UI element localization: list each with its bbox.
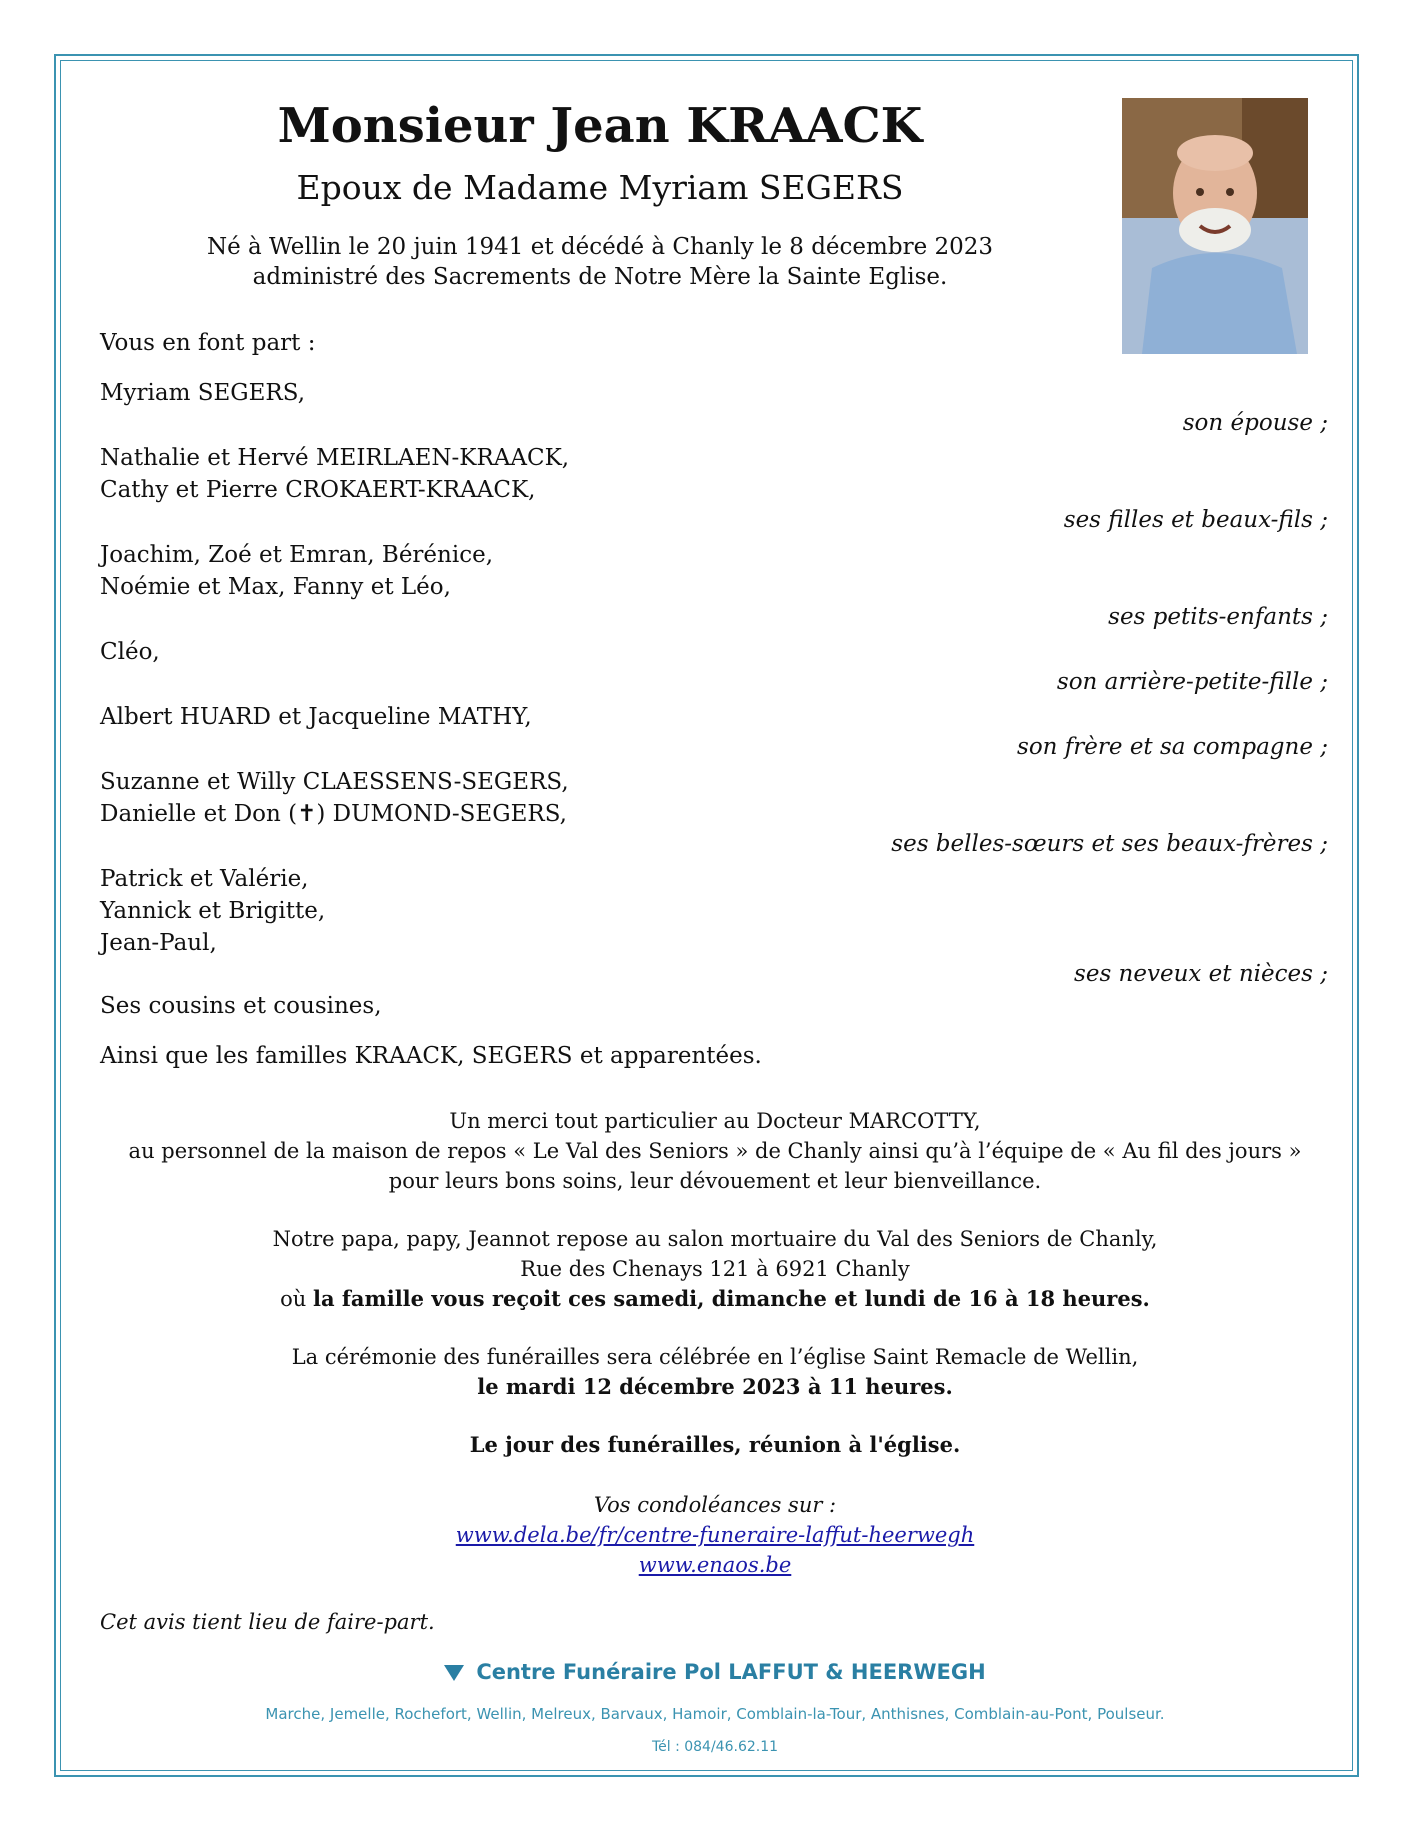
name-line: Albert HUARD et Jacqueline MATHY, [100, 704, 532, 730]
thanks-block [100, 1106, 1330, 1196]
group-grandchildren-names [100, 539, 493, 603]
reception-line [100, 1284, 1330, 1314]
relation-brother: son frère et sa compagne ; [1017, 734, 1328, 760]
repose-line: Rue des Chenays 121 à 6921 Chanly [520, 1257, 910, 1281]
relation-spouse: son épouse ; [1182, 410, 1328, 436]
name-line: Patrick et Valérie, [100, 866, 309, 892]
triangle-down-icon [444, 1665, 464, 1681]
intro-text: Vous en font part : [100, 330, 316, 356]
portrait-photo [1122, 98, 1308, 354]
name-line: Cléo, [100, 639, 160, 665]
group-great-grandchild-names [100, 636, 160, 668]
notice-line: Cet avis tient lieu de faire-part. [100, 1610, 435, 1634]
relation-in-laws: ses belles-sœurs et ses beaux-frères ; [891, 831, 1328, 857]
footer-towns: Marche, Jemelle, Rochefort, Wellin, Melreux, Barvaux, Hamoir, Comblain-la-Tour, Anthisnes, Comblain-au-Pont, Poulseur. [265, 1705, 1165, 1723]
condolences-link-enaos[interactable]: www.enaos.be [638, 1553, 792, 1577]
thanks-line: Un merci tout particulier au Docteur MARCOTTY, [449, 1109, 981, 1133]
name-line: Joachim, Zoé et Emran, Bérénice, [100, 542, 494, 568]
ceremony-date: le mardi 12 décembre 2023 à 11 heures. [477, 1374, 953, 1399]
name-line: Danielle et Don (✝) DUMOND-SEGERS, [100, 801, 567, 827]
name-line: Suzanne et Willy CLAESSENS-SEGERS, [100, 769, 569, 795]
birth-death-block [100, 232, 1100, 292]
sacraments-line: administré des Sacrements de Notre Mère la Sainte Eglise. [252, 264, 948, 290]
ceremony-block [100, 1342, 1330, 1402]
name-line: Nathalie et Hervé MEIRLAEN-KRAACK, [100, 445, 570, 471]
deceased-name: Monsieur Jean KRAACK [277, 98, 923, 154]
relation-daughters: ses filles et beaux-fils ; [1063, 507, 1328, 533]
condolences-link-dela[interactable]: www.dela.be/fr/centre-funeraire-laffut-heerwegh [455, 1523, 975, 1547]
name-line: Cathy et Pierre CROKAERT-KRAACK, [100, 477, 536, 503]
relation-nephews: ses neveux et nièces ; [1074, 961, 1328, 987]
meeting-line: Le jour des funérailles, réunion à l'église. [469, 1432, 961, 1457]
name-line: Myriam SEGERS, [100, 380, 306, 406]
relation-grandchildren: ses petits-enfants ; [1108, 604, 1328, 630]
reception-hours: la famille vous reçoit ces samedi, dimanche et lundi de 16 à 18 heures. [312, 1286, 1150, 1311]
group-in-laws-names [100, 766, 569, 830]
footer-brand [100, 1660, 1330, 1684]
ceremony-line: La cérémonie des funérailles sera célébrée en l’église Saint Remacle de Wellin, [291, 1345, 1139, 1369]
birth-line: Né à Wellin le 20 juin 1941 et décédé à Chanly le 8 décembre 2023 [206, 234, 994, 260]
cousins-line: Ses cousins et cousines, [100, 993, 382, 1019]
condolences-block [100, 1490, 1330, 1580]
group-nephews-names [100, 863, 325, 959]
relation-great-grandchild: son arrière-petite-fille ; [1056, 669, 1328, 695]
group-spouse-names [100, 377, 305, 409]
thanks-line: pour leurs bons soins, leur dévouement et leur bienveillance. [388, 1169, 1042, 1193]
condolences-label: Vos condoléances sur : [593, 1493, 837, 1517]
name-line: Jean-Paul, [100, 930, 217, 956]
repose-block [100, 1224, 1330, 1314]
families-line: Ainsi que les familles KRAACK, SEGERS et apparentées. [100, 1043, 762, 1069]
group-daughters-names [100, 442, 569, 506]
footer-phone: Tél : 084/46.62.11 [651, 1739, 779, 1755]
thanks-line: au personnel de la maison de repos « Le Val des Seniors » de Chanly ainsi qu’à l’équipe de « Au fil des jours » [128, 1139, 1302, 1163]
group-brother-names [100, 701, 532, 733]
brand-name: Centre Funéraire Pol LAFFUT & HEERWEGH [476, 1660, 986, 1684]
repose-line: Notre papa, papy, Jeannot repose au salon mortuaire du Val des Seniors de Chanly, [272, 1227, 1158, 1251]
reception-prefix: où [280, 1287, 313, 1311]
name-line: Yannick et Brigitte, [100, 898, 326, 924]
spouse-line: Epoux de Madame Myriam SEGERS [296, 168, 904, 207]
portrait-illustration [1122, 98, 1308, 354]
name-line: Noémie et Max, Fanny et Léo, [100, 574, 451, 600]
